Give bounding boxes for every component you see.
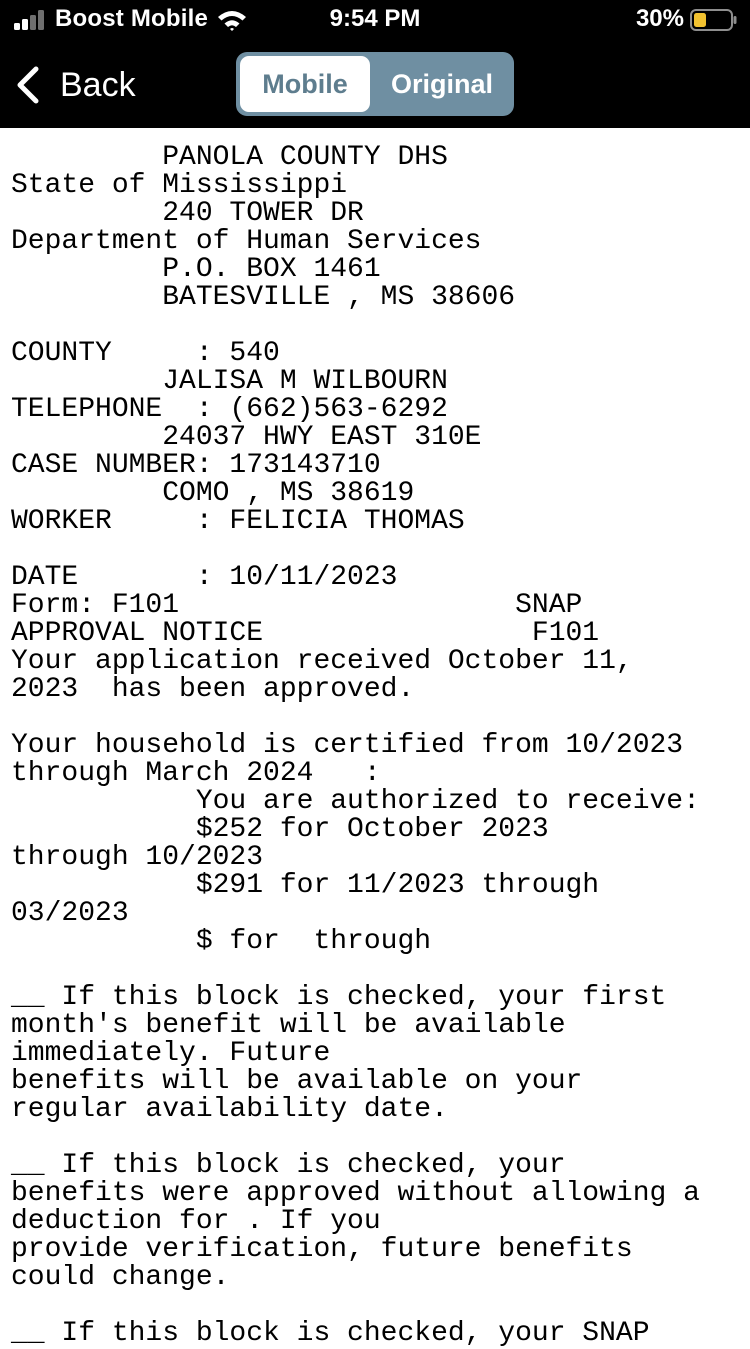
document-line: provide verification, future benefits <box>11 1234 633 1265</box>
document-line <box>11 956 700 984</box>
document-line: regular availability date. <box>11 1094 448 1125</box>
document-line: CASE NUMBER: 173143710 <box>11 450 381 481</box>
navigation-bar <box>0 42 750 128</box>
document-line: __ If this block is checked, your SNAP <box>11 1318 650 1349</box>
document-line: JALISA M WILBOURN <box>11 366 448 397</box>
document-line: PANOLA COUNTY DHS <box>11 142 448 173</box>
document-line: State of Mississippi <box>11 170 348 201</box>
document-line <box>11 1124 700 1152</box>
document-line: 240 TOWER DR <box>11 198 364 229</box>
battery-level-fill <box>694 13 706 27</box>
document-line: TELEPHONE : (662)563-6292 <box>11 394 448 425</box>
document-line: __ If this block is checked, your first <box>11 982 667 1013</box>
document-line: BATESVILLE , MS 38606 <box>11 282 516 313</box>
document-line: 03/2023 <box>11 898 129 929</box>
document-line: You are authorized to receive: <box>11 786 700 817</box>
document-line: WORKER : FELICIA THOMAS <box>11 506 465 537</box>
document-line: deduction for . If you <box>11 1206 381 1237</box>
document-line: APPROVAL NOTICE F101 <box>11 618 600 649</box>
document-line: DATE : 10/11/2023 <box>11 562 398 593</box>
document-line <box>11 1292 700 1320</box>
document-line: $252 for October 2023 <box>11 814 549 845</box>
segment-mobile[interactable]: Mobile <box>240 56 370 112</box>
battery-percent: 30% <box>635 5 684 32</box>
status-bar <box>0 0 750 42</box>
view-mode-toggle <box>236 52 514 116</box>
document-line: $ for through <box>11 926 432 957</box>
document-line: Department of Human Services <box>11 226 482 257</box>
document-line: __ If this block is checked, your <box>11 1150 566 1181</box>
document-line <box>11 704 700 732</box>
document-line: through March 2024 : <box>11 758 381 789</box>
chevron-left-icon <box>14 65 42 105</box>
top-bar <box>0 0 750 128</box>
clock: 9:54 PM <box>329 5 421 32</box>
document-line: 24037 HWY EAST 310E <box>11 422 482 453</box>
document-line: could change. <box>11 1262 230 1293</box>
document-line: P.O. BOX 1461 <box>11 254 381 285</box>
back-label: Back <box>60 65 136 104</box>
back-button[interactable] <box>14 62 136 108</box>
document-line: benefits will be available on your <box>11 1066 583 1097</box>
document-line: 2023 has been approved. <box>11 674 415 705</box>
document-line: benefits were approved without allowing a <box>11 1178 700 1209</box>
document-line: COUNTY : 540 <box>11 338 280 369</box>
segment-original[interactable]: Original <box>390 68 493 99</box>
document-line: through 10/2023 <box>11 842 264 873</box>
document-line: Your household is certified from 10/2023 <box>11 730 684 761</box>
document-line: Form: F101 SNAP <box>11 590 583 621</box>
notice-document <box>11 144 700 1348</box>
carrier-name: Boost Mobile <box>55 5 209 32</box>
battery-icon <box>690 9 738 31</box>
document-line: Your application received October 11, <box>11 646 633 677</box>
document-line: month's benefit will be available <box>11 1010 566 1041</box>
document-line: COMO , MS 38619 <box>11 478 415 509</box>
document-line: immediately. Future <box>11 1038 331 1069</box>
document-line <box>11 536 700 564</box>
document-line: $291 for 11/2023 through <box>11 870 600 901</box>
document-line <box>11 312 700 340</box>
